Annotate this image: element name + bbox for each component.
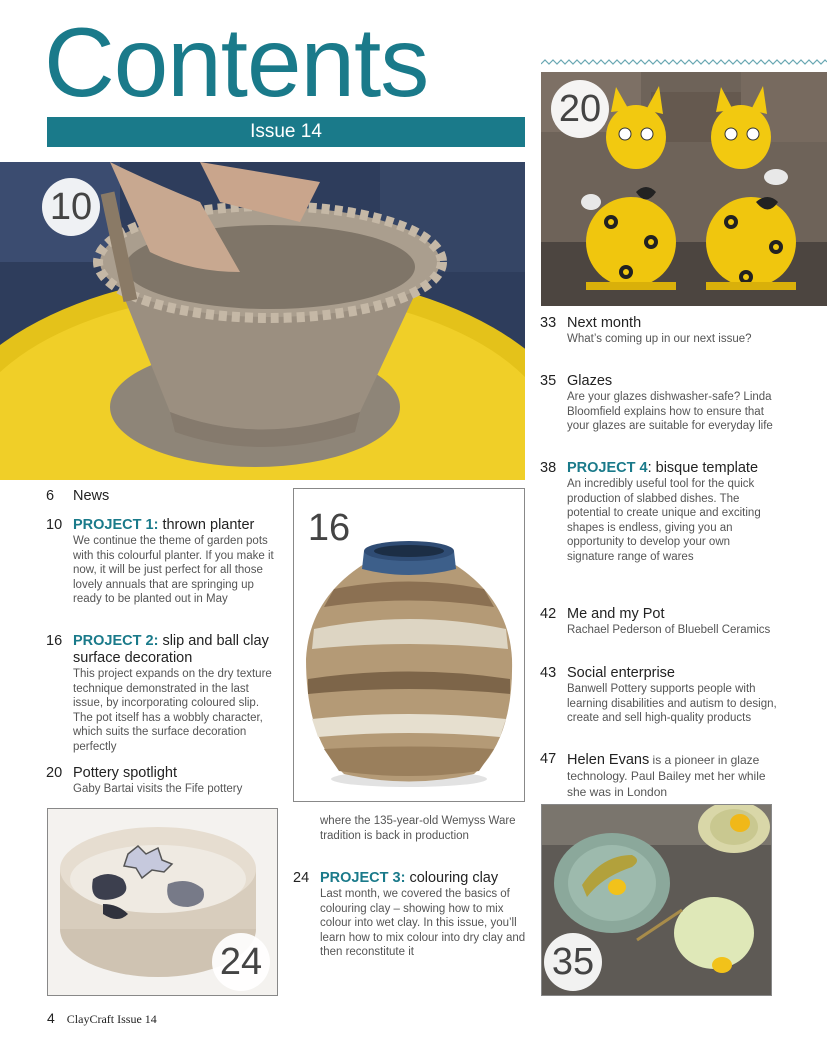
- contents-entry-helen-evans[interactable]: [540, 751, 777, 800]
- entry-description: Gaby Bartai visits the Fife pottery: [73, 783, 243, 795]
- project-label: PROJECT 1:: [73, 517, 159, 533]
- entry-page-number: 6: [46, 488, 55, 504]
- entry-description: Banwell Pottery supports people with learning disabilities and autism to design, create and sell high-quality products: [567, 683, 777, 725]
- entry-page-number: 42: [540, 606, 557, 622]
- page-title: Contents: [44, 7, 429, 117]
- photo-thrown-planter: [0, 162, 525, 480]
- entry-title: : bisque template: [647, 460, 759, 476]
- page-number-badge: 20: [551, 80, 609, 138]
- entry-page-number: 24: [293, 870, 310, 886]
- project-label: PROJECT 4: [567, 460, 648, 476]
- contents-entry-social-enterprise[interactable]: [540, 665, 777, 726]
- page-number-badge: 10: [42, 178, 100, 236]
- entry-description: We continue the theme of garden pots with this colourful planter. If you make it now, it will be just perfect for all those lovely annuals that are springing up ready to be planted out in May: [73, 535, 274, 606]
- entry-description: where the 135-year-old Wemyss Ware tradition is back in production: [320, 815, 516, 842]
- entry-description: Rachael Pederson of Bluebell Ceramics: [567, 624, 771, 636]
- entry-title: colouring clay: [405, 870, 499, 886]
- photo-textured-vase: [293, 488, 525, 802]
- entry-title: News: [73, 488, 110, 504]
- contents-entry-pottery-spotlight-continued: [320, 814, 530, 843]
- contents-entry-pottery-spotlight[interactable]: [46, 765, 283, 797]
- contents-entry-next-month[interactable]: [540, 315, 777, 347]
- entry-page-number: 20: [46, 765, 63, 781]
- contents-entry-project-2[interactable]: [46, 633, 278, 755]
- entry-title: slip and ball clay surface decoration: [73, 633, 269, 666]
- entry-page-number: 16: [46, 633, 63, 649]
- entry-description: Last month, we covered the basics of colouring clay – showing how to mix colour into wet clay. In this issue, you’ll learn how to mix colour into dry clay and then reconstitute it: [320, 888, 526, 959]
- entry-description: What’s coming up in our next issue?: [567, 333, 752, 345]
- entry-page-number: 47: [540, 751, 557, 767]
- contents-entry-glazes[interactable]: [540, 373, 777, 434]
- page-number-badge: 24: [212, 933, 270, 991]
- entry-page-number: 10: [46, 517, 63, 533]
- project-label: PROJECT 3:: [320, 870, 406, 886]
- entry-page-number: 43: [540, 665, 557, 681]
- entry-page-number: 33: [540, 315, 557, 331]
- photo-glazed-plates: [541, 804, 772, 996]
- contents-entry-me-and-my-pot[interactable]: [540, 606, 777, 638]
- entry-title: thrown planter: [158, 517, 255, 533]
- decorative-zigzag-border: [541, 58, 827, 66]
- footer-magazine-name: ClayCraft Issue 14: [66, 1012, 157, 1026]
- issue-banner: Issue 14: [47, 117, 525, 147]
- entry-title: Pottery spotlight: [73, 765, 177, 781]
- contents-entry-project-4[interactable]: [540, 460, 777, 565]
- photo-wemyss-cats: [541, 72, 827, 306]
- photo-colouring-clay: [47, 808, 278, 996]
- contents-entry-project-3[interactable]: [293, 870, 530, 960]
- page-number-badge: 35: [544, 933, 602, 991]
- entry-title: Next month: [567, 315, 642, 331]
- contents-entry-project-1[interactable]: [46, 517, 278, 607]
- entry-title: Me and my Pot: [567, 606, 665, 622]
- entry-description: is a pioneer in glaze technology. Paul Bailey met her while she was in London: [567, 753, 766, 799]
- entry-description: An incredibly useful tool for the quick production of slabbed dishes. The potential to create unique and exciting shapes is endless, giving you an opportunity to develop your own signature range of wares: [567, 478, 761, 563]
- entry-title: Helen Evans: [567, 752, 650, 768]
- contents-entry-news[interactable]: [46, 488, 278, 505]
- entry-page-number: 35: [540, 373, 557, 389]
- entry-title: Social enterprise: [567, 665, 675, 681]
- entry-description: This project expands on the dry texture technique demonstrated in the last issue, by incorporating coloured slip. The pot itself has a wobbly character, which suits the surface decoration perfectly: [73, 668, 272, 753]
- page-number-badge: 16: [307, 507, 351, 549]
- project-label: PROJECT 2:: [73, 633, 159, 649]
- entry-description: Are your glazes dishwasher-safe? Linda Bloomfield explains how to ensure that your glazes are suitable for everyday life: [567, 391, 773, 433]
- entry-page-number: 38: [540, 460, 557, 476]
- page-footer: [47, 1010, 157, 1027]
- entry-title: Glazes: [567, 373, 613, 389]
- footer-page-number: 4: [47, 1010, 55, 1026]
